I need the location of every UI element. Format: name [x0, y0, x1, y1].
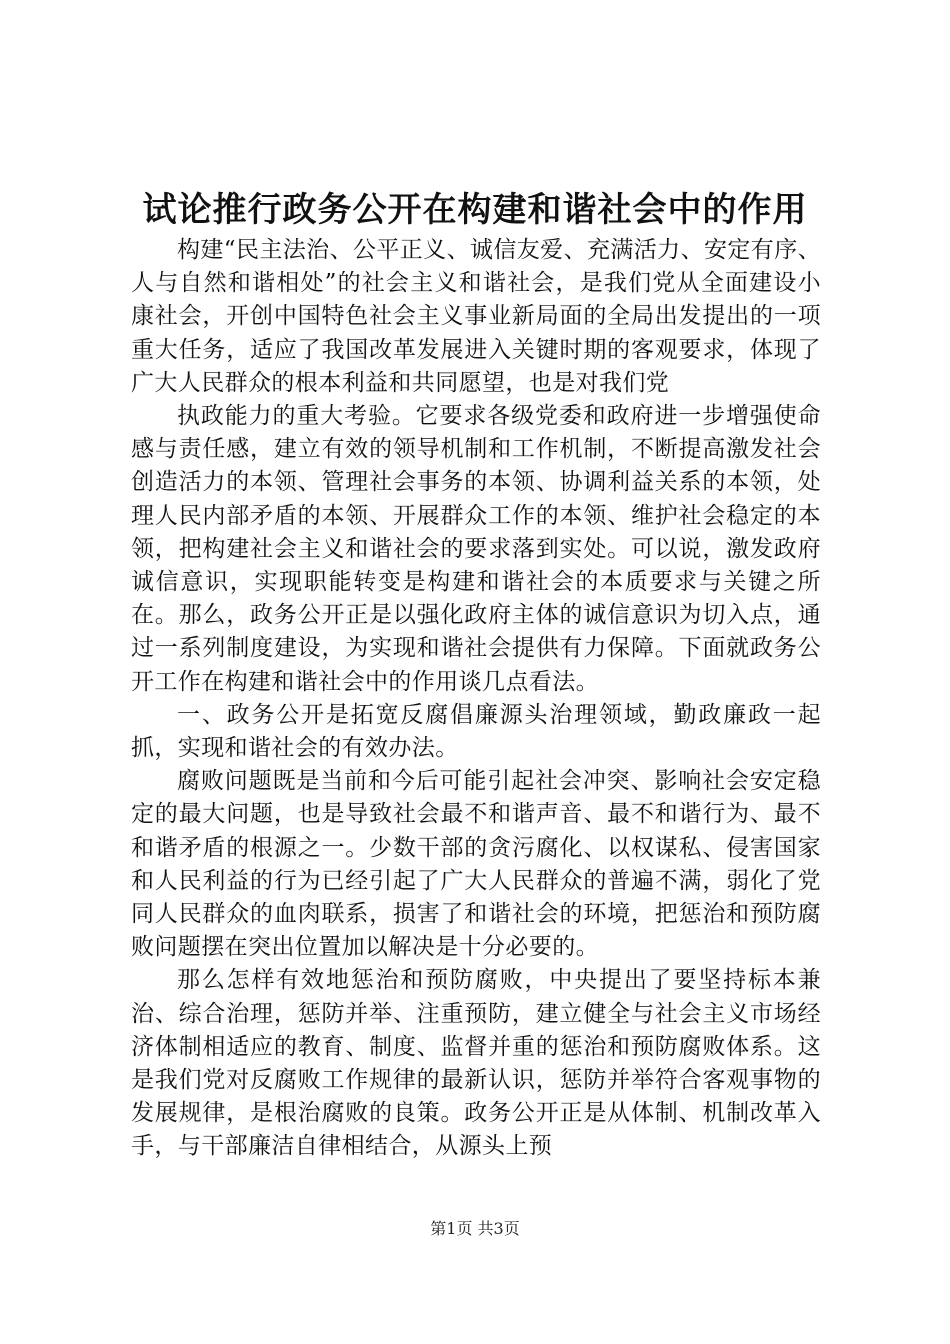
document-body — [131, 234, 821, 1164]
paragraph-4: 腐败问题既是当前和今后可能引起社会冲突、影响社会安定稳定的最大问题，也是导致社会最不和谐声音、最不和谐行为、最不和谐矛盾的根源之一。少数干部的贪污腐化、以权谋私、侵害国家和人民利益的行为已经引起了广大人民群众的普遍不满，弱化了党同人民群众的血肉联系，损害了和谐社会的环境，把惩治和预防腐败问题摆在突出位置加以解决是十分必要的。 — [131, 768, 821, 961]
page-footer: 第1页 共3页 — [430, 1219, 520, 1238]
document-title: 试论推行政务公开在构建和谐社会中的作用 — [142, 190, 808, 230]
paragraph-1: 构建“民主法治、公平正义、诚信友爱、充满活力、安定有序、人与自然和谐相处”的社会主义和谐社会，是我们党从全面建设小康社会，开创中国特色社会主义事业新局面的全局出发提出的一项重大任务，适应了我国改革发展进入关键时期的客观要求，体现了广大人民群众的根本利益和共同愿望，也是对我们党 — [131, 237, 821, 396]
paragraph-2: 执政能力的重大考验。它要求各级党委和政府进一步增强使命感与责任感，建立有效的领导机制和工作机制，不断提高激发社会创造活力的本领、管理社会事务的本领、协调利益关系的本领，处理人民内部矛盾的本领、开展群众工作的本领、维护社会稳定的本领，把构建社会主义和谐社会的要求落到实处。可以说，激发政府诚信意识，实现职能转变是构建和谐社会的本质要求与关键之所在。那么，政务公开正是以强化政府主体的诚信意识为切入点，通过一系列制度建设，为实现和谐社会提供有力保障。下面就政务公开工作在构建和谐社会中的作用谈几点看法。 — [131, 403, 821, 695]
paragraph-5: 那么怎样有效地惩治和预防腐败，中央提出了要坚持标本兼治、综合治理，惩防并举、注重预防，建立健全与社会主义市场经济体制相适应的教育、制度、监督并重的惩治和预防腐败体系。这是我们党对反腐败工作规律的最新认识，惩防并举符合客观事物的发展规律，是根治腐败的良策。政务公开正是从体制、机制改革入手，与干部廉洁自律相结合，从源头上预 — [131, 967, 821, 1160]
paragraph-3: 一、政务公开是拓宽反腐倡廉源头治理领域，勤政廉政一起抓，实现和谐社会的有效办法。 — [131, 701, 821, 762]
